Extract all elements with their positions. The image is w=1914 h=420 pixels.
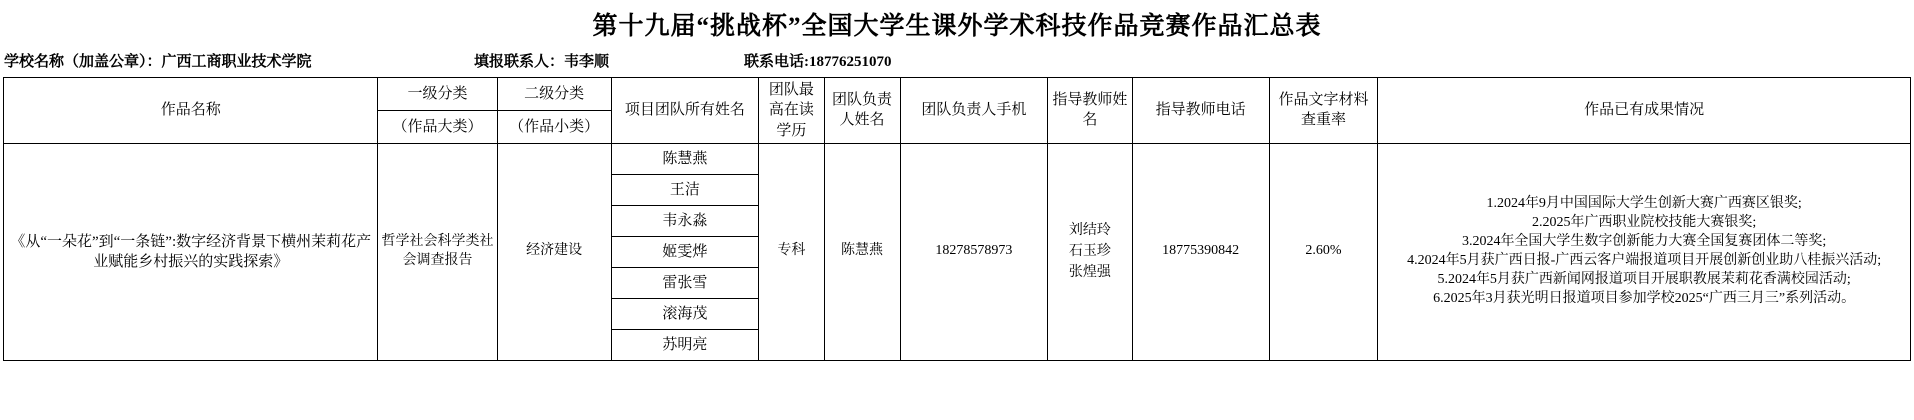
cell-highest-edu: 专科 [759, 143, 824, 360]
contact-phone-field: 联系电话:18776251070 [744, 54, 892, 70]
col-header-results: 作品已有成果情况 [1378, 78, 1911, 144]
cell-leader-phone: 18278578973 [900, 143, 1048, 360]
member-name: 滚海茂 [612, 298, 759, 329]
cell-leader-name: 陈慧燕 [824, 143, 900, 360]
col-header-highest-edu: 团队最高在读学历 [759, 78, 824, 144]
col-header-members: 项目团队所有姓名 [611, 78, 759, 144]
works-summary-table [3, 77, 1911, 361]
result-item: 2.2025年广西职业院校技能大赛银奖; [1531, 214, 1757, 230]
col-header-class2-top: 二级分类 [497, 78, 611, 111]
teacher-name: 刘结玲 [1068, 223, 1111, 239]
result-item: 3.2024年全国大学生数字创新能力大赛全国复赛团体二等奖; [1461, 233, 1827, 249]
school-name-field: 学校名称（加盖公章）：广西工商职业技术学院 [4, 54, 312, 70]
teacher-name: 张煌强 [1068, 265, 1111, 281]
col-header-leader-name: 团队负责人姓名 [824, 78, 900, 144]
col-header-dup-rate: 作品文字材料查重率 [1269, 78, 1378, 144]
meta-row [0, 50, 1914, 77]
col-header-class2-bottom: （作品小类） [497, 110, 611, 143]
result-item: 6.2025年3月获光明日报道项目参加学校2025“广西三月三”系列活动。 [1433, 290, 1856, 306]
cell-teacher-names [1048, 143, 1132, 360]
table-header-row-1 [4, 78, 1911, 111]
col-header-teacher-name: 指导教师姓名 [1048, 78, 1132, 144]
member-name: 姬雯烨 [612, 236, 759, 267]
cell-class2: 经济建设 [497, 143, 611, 360]
member-name: 王洁 [612, 174, 759, 205]
col-header-class1-top: 一级分类 [378, 78, 497, 111]
col-header-leader-phone: 团队负责人手机 [900, 78, 1048, 144]
member-name: 韦永淼 [612, 205, 759, 236]
cell-class1: 哲学社会科学类社会调查报告 [378, 143, 497, 360]
cell-results [1378, 143, 1911, 360]
col-header-class1-bottom: （作品大类） [378, 110, 497, 143]
cell-teacher-phone: 18775390842 [1132, 143, 1269, 360]
result-item: 1.2024年9月中国国际大学生创新大赛广西赛区银奖; [1486, 196, 1802, 212]
member-name: 苏明亮 [662, 336, 708, 353]
col-header-teacher-phone: 指导教师电话 [1132, 78, 1269, 144]
result-item: 4.2024年5月获广西日报-广西云客户端报道项目开展创新创业助八桂振兴活动; [1407, 252, 1882, 268]
cell-work-name: 《从“一朵花”到“一条链”:数字经济背景下横州茉莉花产业赋能乡村振兴的实践探索》 [4, 143, 378, 360]
contact-person-field: 填报联系人：韦李顺 [474, 54, 610, 70]
cell-dup-rate: 2.60% [1269, 143, 1378, 360]
member-name: 雷张雪 [612, 267, 759, 298]
result-item: 5.2024年5月获广西新闻网报道项目开展职教展茉莉花香满校园活动; [1437, 271, 1851, 287]
cell-members [611, 143, 759, 360]
page-title: 第十九届“挑战杯”全国大学生课外学术科技作品竞赛作品汇总表 [592, 13, 1322, 40]
member-name: 陈慧燕 [612, 144, 759, 175]
col-header-work-name: 作品名称 [4, 78, 378, 144]
table-row [4, 143, 1911, 360]
teacher-name: 石玉珍 [1068, 244, 1111, 260]
members-list [612, 144, 759, 360]
